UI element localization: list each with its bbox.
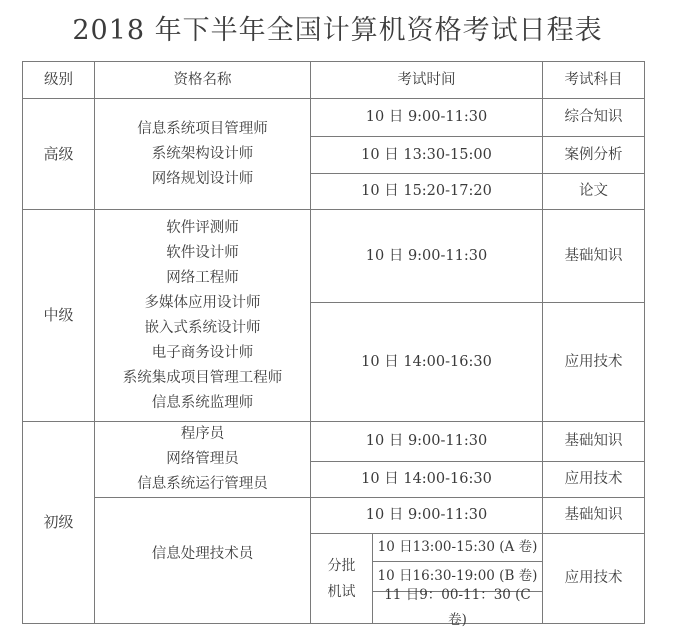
exam-time: 10 日 14:00-16:30 xyxy=(310,461,543,498)
level-elementary: 初级 xyxy=(22,421,95,624)
qualification-name: 嵌入式系统设计师 xyxy=(144,319,261,336)
qualification-name: 系统集成项目管理工程师 xyxy=(122,369,283,386)
qualification-name: 软件设计师 xyxy=(166,244,239,261)
exam-time: 10 日 14:00-16:30 xyxy=(310,302,543,422)
batch-session-b: 10 日16:30-19:00 (B 卷) xyxy=(372,561,543,592)
exam-subject: 应用技术 xyxy=(542,302,645,422)
qualification-name: 网络规划设计师 xyxy=(151,170,254,187)
exam-time: 10 日 9:00-11:30 xyxy=(310,98,543,137)
batch-session-c: 11 日9：00-11：30 (C 卷) xyxy=(372,591,543,624)
qualification-name: 信息系统监理师 xyxy=(151,394,254,411)
exam-subject: 基础知识 xyxy=(542,497,645,534)
page-title: 2018 年下半年全国计算机资格考试日程表 xyxy=(72,15,603,46)
qualification-name: 信息系统运行管理员 xyxy=(137,476,268,492)
level-advanced: 高级 xyxy=(22,98,95,210)
exam-subject: 基础知识 xyxy=(542,209,645,303)
exam-time: 10 日 9:00-11:30 xyxy=(310,497,543,534)
batch-label-line: 分批 xyxy=(327,557,356,574)
exam-subject: 基础知识 xyxy=(542,421,645,462)
qualification-name: 信息系统项目管理师 xyxy=(137,120,268,137)
exam-time: 10 日 9:00-11:30 xyxy=(310,209,543,303)
qualification-name: 信息处理技术员 xyxy=(94,497,311,624)
qualification-name: 网络管理员 xyxy=(166,451,239,467)
batch-machine-label xyxy=(310,533,373,624)
header-subject: 考试科目 xyxy=(542,61,645,99)
exam-subject: 案例分析 xyxy=(542,136,645,174)
level-intermediate: 中级 xyxy=(22,209,95,422)
qualification-name: 程序员 xyxy=(180,426,225,442)
advanced-names xyxy=(94,98,311,210)
exam-time: 10 日 9:00-11:30 xyxy=(310,421,543,462)
header-time: 考试时间 xyxy=(310,61,543,99)
intermediate-names xyxy=(94,209,311,422)
exam-time: 10 日 13:30-15:00 xyxy=(310,136,543,174)
qualification-name: 电子商务设计师 xyxy=(151,344,254,361)
exam-subject: 应用技术 xyxy=(542,533,645,624)
qualification-name: 网络工程师 xyxy=(166,269,239,286)
exam-time: 10 日 15:20-17:20 xyxy=(310,173,543,210)
qualification-name: 软件评测师 xyxy=(166,219,239,236)
exam-subject: 综合知识 xyxy=(542,98,645,137)
elementary-names-a xyxy=(94,421,311,498)
header-name: 资格名称 xyxy=(94,61,311,99)
exam-subject: 应用技术 xyxy=(542,461,645,498)
qualification-name: 多媒体应用设计师 xyxy=(144,294,261,311)
exam-subject: 论文 xyxy=(542,173,645,210)
qualification-name: 系统架构设计师 xyxy=(151,145,254,162)
batch-session-a: 10 日13:00-15:30 (A 卷) xyxy=(372,533,543,562)
batch-label-line: 机试 xyxy=(327,583,356,600)
header-level: 级别 xyxy=(22,61,95,99)
